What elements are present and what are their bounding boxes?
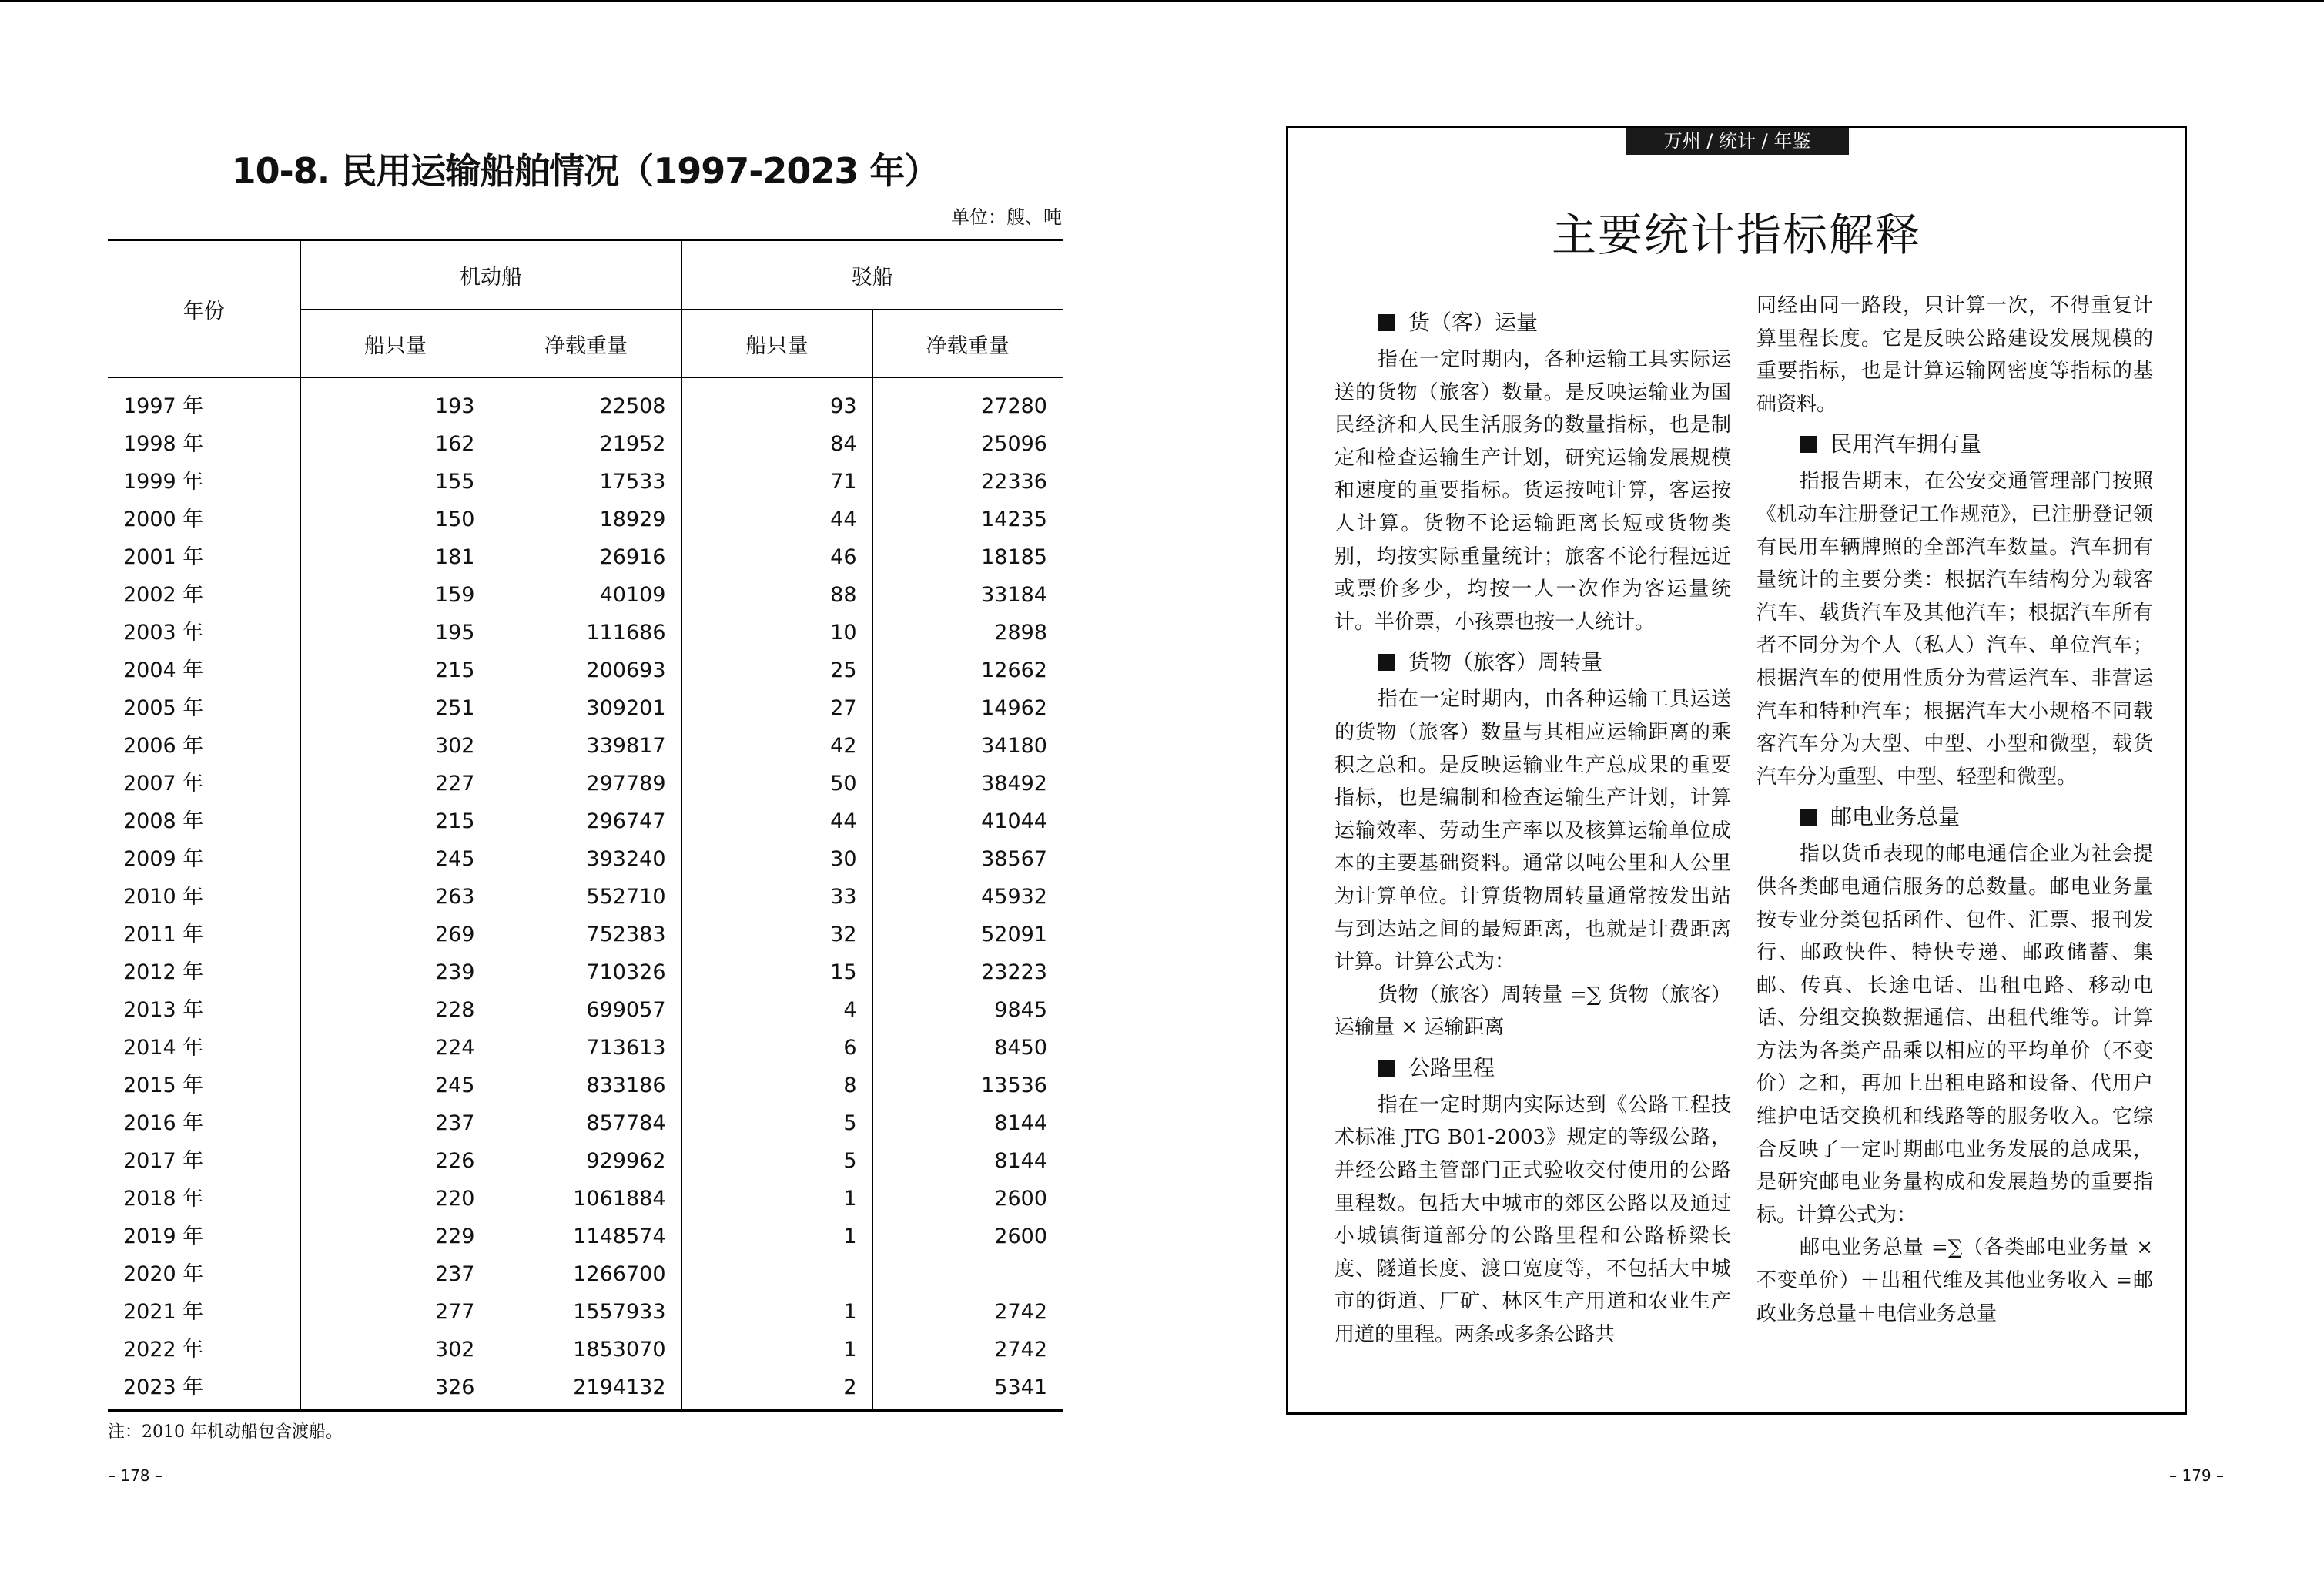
barge-count-cell: 84 (681, 425, 872, 463)
year-cell: 2002 年 (123, 583, 204, 607)
motor-tonnage-cell: 1266700 (491, 1255, 681, 1293)
barge-count-cell: 32 (681, 916, 872, 953)
table-row (108, 1331, 1063, 1369)
definitions-title: 主要统计指标解释 (1551, 209, 1921, 261)
barge-tonnage-cell: 2898 (872, 614, 1063, 652)
table-row (108, 1029, 1063, 1067)
year-cell: 2023 年 (123, 1375, 204, 1399)
barge-tonnage-cell: 41044 (872, 802, 1063, 840)
motor-tonnage-cell: 111686 (491, 614, 681, 652)
definitions-box (1286, 126, 2187, 1415)
year-cell: 2012 年 (123, 960, 204, 984)
motor-tonnage-cell: 1148574 (491, 1218, 681, 1255)
section-title-freight-volume: 货（客）运量 (1334, 305, 1731, 340)
formula: 邮电业务总量 =∑（各类邮电业务量 × 不变单价）＋出租代维及其他业务收入 =邮政业务总量＋电信业务总量 (1756, 1236, 2153, 1325)
year-cell: 2016 年 (123, 1111, 204, 1135)
year-cell: 2019 年 (123, 1225, 204, 1248)
section-title-vehicle-ownership: 民用汽车拥有量 (1756, 427, 2153, 462)
motor-tonnage-cell: 21952 (491, 425, 681, 463)
barge-tonnage-cell: 14962 (872, 689, 1063, 727)
table-row (108, 1104, 1063, 1142)
table-row (108, 1218, 1063, 1255)
yearbook-header-tag: 万州 / 统计 / 年鉴 (1626, 128, 1849, 155)
header-barge-count: 船只量 (681, 310, 872, 378)
barge-count-cell: 5 (681, 1142, 872, 1180)
barge-tonnage-cell: 14235 (872, 501, 1063, 538)
year-cell: 2010 年 (123, 885, 204, 909)
motor-tonnage-cell: 309201 (491, 689, 681, 727)
section-title-highway-mileage: 公路里程 (1334, 1050, 1731, 1086)
year-cell: 1999 年 (123, 470, 204, 494)
table-row (108, 1067, 1063, 1104)
barge-count-cell: 50 (681, 765, 872, 802)
motor-count-cell: 162 (300, 425, 491, 463)
table-row (108, 1180, 1063, 1218)
motor-tonnage-cell: 699057 (491, 991, 681, 1029)
table-row (108, 1255, 1063, 1293)
year-cell: 2000 年 (123, 508, 204, 531)
table-title: 10-8. 民用运输船舶情况（1997-2023 年） (231, 150, 939, 192)
barge-count-cell: 8 (681, 1067, 872, 1104)
barge-tonnage-cell (872, 1255, 1063, 1293)
year-cell: 2017 年 (123, 1149, 204, 1173)
motor-count-cell: 224 (300, 1029, 491, 1067)
motor-tonnage-cell: 18929 (491, 501, 681, 538)
motor-count-cell: 195 (300, 614, 491, 652)
table-row (108, 765, 1063, 802)
barge-tonnage-cell: 45932 (872, 878, 1063, 916)
year-cell: 2018 年 (123, 1187, 204, 1211)
section-title-turnover: 货物（旅客）周转量 (1334, 645, 1731, 680)
motor-tonnage-cell: 40109 (491, 576, 681, 614)
table-row (108, 840, 1063, 878)
barge-count-cell: 4 (681, 991, 872, 1029)
motor-count-cell: 215 (300, 802, 491, 840)
year-cell: 1997 年 (123, 394, 204, 418)
motor-tonnage-cell: 1557933 (491, 1293, 681, 1331)
year-cell: 2003 年 (123, 621, 204, 645)
unit-label: 单位：艘、吨 (951, 206, 1062, 228)
barge-tonnage-cell: 8144 (872, 1142, 1063, 1180)
motor-count-cell: 269 (300, 916, 491, 953)
barge-count-cell: 15 (681, 953, 872, 991)
barge-tonnage-cell: 33184 (872, 576, 1063, 614)
table-row (108, 802, 1063, 840)
motor-tonnage-cell: 22508 (491, 378, 681, 426)
barge-tonnage-cell: 8144 (872, 1104, 1063, 1142)
table-row (108, 538, 1063, 576)
barge-tonnage-cell: 5341 (872, 1369, 1063, 1411)
motor-count-cell: 237 (300, 1255, 491, 1293)
barge-count-cell: 2 (681, 1369, 872, 1411)
motor-tonnage-cell: 2194132 (491, 1369, 681, 1411)
header-barges: 驳船 (681, 240, 1063, 310)
barge-tonnage-cell: 2742 (872, 1331, 1063, 1369)
table-row (108, 614, 1063, 652)
motor-count-cell: 302 (300, 727, 491, 765)
barge-tonnage-cell: 13536 (872, 1067, 1063, 1104)
barge-tonnage-cell: 23223 (872, 953, 1063, 991)
year-cell: 2014 年 (123, 1036, 204, 1060)
year-cell: 2020 年 (123, 1262, 204, 1286)
year-cell: 2007 年 (123, 772, 204, 796)
page-number-right: – 179 – (2169, 1466, 2224, 1485)
barge-count-cell: 44 (681, 802, 872, 840)
barge-tonnage-cell: 38492 (872, 765, 1063, 802)
square-bullet-icon (1800, 436, 1817, 453)
barge-count-cell: 1 (681, 1218, 872, 1255)
barge-count-cell: 44 (681, 501, 872, 538)
motor-count-cell: 263 (300, 878, 491, 916)
motor-tonnage-cell: 552710 (491, 878, 681, 916)
barge-tonnage-cell: 8450 (872, 1029, 1063, 1067)
motor-tonnage-cell: 26916 (491, 538, 681, 576)
paragraph: 同经由同一路段，只计算一次，不得重复计算里程长度。它是反映公路建设发展规模的重要指标，也是计算运输网密度等指标的基础资料。 (1756, 294, 2153, 416)
barge-tonnage-cell: 34180 (872, 727, 1063, 765)
barge-tonnage-cell: 38567 (872, 840, 1063, 878)
motor-tonnage-cell: 393240 (491, 840, 681, 878)
barge-tonnage-cell: 18185 (872, 538, 1063, 576)
year-cell: 2009 年 (123, 847, 204, 871)
square-bullet-icon (1378, 314, 1395, 331)
year-cell: 2015 年 (123, 1074, 204, 1097)
barge-count-cell: 33 (681, 878, 872, 916)
motor-count-cell: 193 (300, 378, 491, 426)
barge-count-cell: 93 (681, 378, 872, 426)
barge-count-cell: 88 (681, 576, 872, 614)
barge-tonnage-cell: 2600 (872, 1218, 1063, 1255)
table-row (108, 1293, 1063, 1331)
header-motor-ships: 机动船 (300, 240, 681, 310)
text-column-2 (1756, 290, 2153, 1330)
square-bullet-icon (1378, 654, 1395, 671)
motor-count-cell: 215 (300, 652, 491, 689)
barge-count-cell: 27 (681, 689, 872, 727)
motor-tonnage-cell: 710326 (491, 953, 681, 991)
motor-count-cell: 237 (300, 1104, 491, 1142)
motor-count-cell: 220 (300, 1180, 491, 1218)
motor-tonnage-cell: 929962 (491, 1142, 681, 1180)
table-row (108, 501, 1063, 538)
barge-tonnage-cell: 27280 (872, 378, 1063, 426)
table-body (108, 378, 1063, 1411)
year-cell: 2022 年 (123, 1338, 204, 1362)
table-row (108, 878, 1063, 916)
motor-tonnage-cell: 1061884 (491, 1180, 681, 1218)
year-cell: 2001 年 (123, 545, 204, 569)
square-bullet-icon (1378, 1060, 1395, 1077)
motor-tonnage-cell: 833186 (491, 1067, 681, 1104)
barge-count-cell: 1 (681, 1331, 872, 1369)
motor-count-cell: 251 (300, 689, 491, 727)
paragraph: 指在一定时期内，由各种运输工具运送的货物（旅客）数量与其相应运输距离的乘积之总和。是反映运输业生产总成果的重要指标，也是编制和检查运输生产计划，计算运输效率、劳动生产率以及核算运输单位成本的主要基础资料。通常以吨公里和人公里为计算单位。计算货物周转量通常按发出站与到达站之间的最短距离，也就是计费距离计算。计算公式为： (1334, 688, 1731, 974)
motor-tonnage-cell: 297789 (491, 765, 681, 802)
barge-count-cell: 6 (681, 1029, 872, 1067)
barge-count-cell: 46 (681, 538, 872, 576)
paragraph: 指报告期末，在公安交通管理部门按照《机动车注册登记工作规范》，已注册登记领有民用车辆牌照的全部汽车数量。汽车拥有量统计的主要分类：根据汽车结构分为载客汽车、载货汽车及其他汽车；根据汽车所有者不同分为个人（私人）汽车、单位汽车；根据汽车的使用性质分为营运汽车、非营运汽车和特种汽车；根据汽车大小规格不同载客汽车分为大型、中型、小型和微型，载货汽车分为重型、中型、轻型和微型。 (1756, 470, 2153, 789)
barge-tonnage-cell: 9845 (872, 991, 1063, 1029)
motor-count-cell: 228 (300, 991, 491, 1029)
barge-count-cell: 10 (681, 614, 872, 652)
motor-tonnage-cell: 296747 (491, 802, 681, 840)
barge-count-cell: 42 (681, 727, 872, 765)
paragraph: 指在一定时期内，各种运输工具实际运送的货物（旅客）数量。是反映运输业为国民经济和人民生活服务的数量指标，也是制定和检查运输生产计划，研究运输发展规模和速度的重要指标。货运按吨计算，客运按人计算。货物不论运输距离长短或货物类别，均按实际重量统计；旅客不论行程远近或票价多少，均按一人一次作为客运量统计。半价票，小孩票也按一人统计。 (1334, 348, 1731, 634)
motor-tonnage-cell: 713613 (491, 1029, 681, 1067)
motor-count-cell: 155 (300, 463, 491, 501)
year-cell: 2021 年 (123, 1300, 204, 1324)
paragraph: 指以货币表现的邮电通信企业为社会提供各类邮电通信服务的总数量。邮电业务量按专业分类包括函件、包件、汇票、报刊发行、邮政快件、特快专递、邮政储蓄、集邮、传真、长途电话、出租电路、移动电话、分组交换数据通信、出租代维等。计算方法为各类产品乘以相应的平均单价（不变价）之和，再加上出租电路和设备、代用户维护电话交换机和线路等的服务收入。它综合反映了一定时期邮电业务发展的总成果，是研究邮电业务量构成和发展趋势的重要指标。计算公式为： (1756, 843, 2153, 1227)
year-cell: 2013 年 (123, 998, 204, 1022)
motor-count-cell: 150 (300, 501, 491, 538)
motor-tonnage-cell: 1853070 (491, 1331, 681, 1369)
motor-count-cell: 245 (300, 840, 491, 878)
barge-tonnage-cell: 12662 (872, 652, 1063, 689)
motor-count-cell: 226 (300, 1142, 491, 1180)
barge-tonnage-cell: 52091 (872, 916, 1063, 953)
motor-tonnage-cell: 17533 (491, 463, 681, 501)
motor-tonnage-cell: 200693 (491, 652, 681, 689)
table-row (108, 1369, 1063, 1411)
barge-count-cell: 1 (681, 1293, 872, 1331)
year-cell: 2008 年 (123, 809, 204, 833)
motor-tonnage-cell: 339817 (491, 727, 681, 765)
table-row (108, 916, 1063, 953)
table-row (108, 1142, 1063, 1180)
motor-count-cell: 227 (300, 765, 491, 802)
barge-tonnage-cell: 25096 (872, 425, 1063, 463)
text-column-1 (1334, 299, 1731, 1352)
table-row (108, 727, 1063, 765)
motor-count-cell: 326 (300, 1369, 491, 1411)
table-row (108, 378, 1063, 426)
motor-tonnage-cell: 857784 (491, 1104, 681, 1142)
motor-tonnage-cell: 752383 (491, 916, 681, 953)
barge-count-cell: 1 (681, 1180, 872, 1218)
motor-count-cell: 245 (300, 1067, 491, 1104)
year-cell: 2011 年 (123, 923, 204, 946)
barge-count-cell: 25 (681, 652, 872, 689)
table-row (108, 425, 1063, 463)
header-barge-tonnage: 净载重量 (872, 310, 1063, 378)
year-cell: 1998 年 (123, 432, 204, 456)
year-cell: 2004 年 (123, 658, 204, 682)
header-year: 年份 (108, 240, 300, 378)
motor-count-cell: 277 (300, 1293, 491, 1331)
table-row (108, 689, 1063, 727)
square-bullet-icon (1800, 809, 1817, 826)
barge-count-cell: 30 (681, 840, 872, 878)
year-cell: 2006 年 (123, 734, 204, 758)
barge-tonnage-cell: 2742 (872, 1293, 1063, 1331)
barge-tonnage-cell: 22336 (872, 463, 1063, 501)
motor-count-cell: 159 (300, 576, 491, 614)
table-row (108, 576, 1063, 614)
barge-tonnage-cell: 2600 (872, 1180, 1063, 1218)
motor-count-cell: 181 (300, 538, 491, 576)
table-row (108, 953, 1063, 991)
civil-ships-table (108, 239, 1063, 1412)
barge-count-cell: 71 (681, 463, 872, 501)
formula: 货物（旅客）周转量 =∑ 货物（旅客）运输量 × 运输距离 (1334, 983, 1731, 1040)
motor-count-cell: 229 (300, 1218, 491, 1255)
motor-count-cell: 302 (300, 1331, 491, 1369)
section-title-post-telecom: 邮电业务总量 (1756, 799, 2153, 835)
year-cell: 2005 年 (123, 696, 204, 720)
table-row (108, 463, 1063, 501)
header-motor-count: 船只量 (300, 310, 491, 378)
paragraph: 指在一定时期内实际达到《公路工程技术标准 JTG B01-2003》规定的等级公路，并经公路主管部门正式验收交付使用的公路里程数。包括大中城市的郊区公路以及通过小城镇街道部分的公路里程和公路桥梁长度、隧道长度、渡口宽度等，不包括大中城市的街道、厂矿、林区生产用道和农业生产用道的里程。两条或多条公路共 (1334, 1093, 1731, 1347)
table-footnote: 注：2010 年机动船包含渡船。 (108, 1422, 343, 1442)
table-row (108, 652, 1063, 689)
barge-count-cell (681, 1255, 872, 1293)
table-row (108, 991, 1063, 1029)
header-motor-tonnage: 净载重量 (491, 310, 681, 378)
motor-count-cell: 239 (300, 953, 491, 991)
barge-count-cell: 5 (681, 1104, 872, 1142)
page-number-left: – 178 – (108, 1466, 162, 1485)
